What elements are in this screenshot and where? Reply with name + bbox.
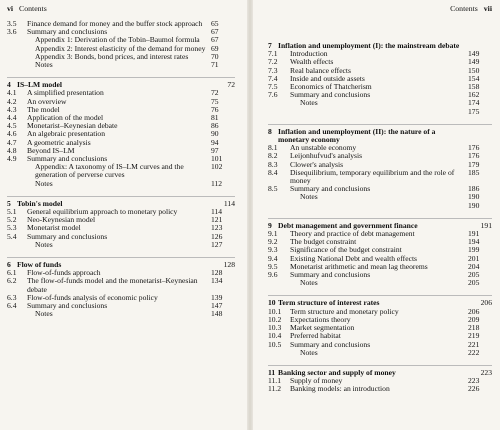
entry-number: [17, 45, 35, 53]
entry-page: 147: [211, 301, 223, 311]
entry-number: [278, 99, 300, 107]
left-toc: [7, 20, 235, 319]
entry-page: 176: [468, 151, 480, 161]
toc-entry: [268, 202, 492, 210]
entry-title: Economics of Thatcherism: [290, 82, 372, 92]
entry-number: 8.3: [268, 159, 278, 169]
entry-number: 9.3: [268, 245, 278, 255]
entry-title: Flow-of-funds approach: [27, 268, 101, 278]
entry-title: Clower's analysis: [290, 159, 344, 169]
entry-title: Appendix 1: Derivation of the Tobin–Baumol formula: [35, 35, 200, 45]
chapter-heading: [268, 295, 492, 307]
entry-title: Significance of the budget constraint: [290, 245, 402, 255]
entry-page: 70: [211, 51, 219, 61]
entry-page: 127: [211, 239, 223, 249]
entry-title: Summary and conclusions: [27, 27, 108, 37]
entry-number: [278, 349, 300, 357]
entry-title: Flow-of-funds analysis of economic policy: [27, 292, 158, 302]
right-page-number: vii: [483, 4, 492, 13]
toc-entry: [268, 349, 492, 357]
entry-number: [17, 61, 35, 69]
entry-title: General equilibrium approach to monetary policy: [27, 207, 178, 217]
entry-number: 7.4: [268, 73, 278, 83]
left-running-head-title: Contents: [19, 4, 47, 13]
entry-number: 9.1: [268, 229, 278, 239]
entry-title: Real balance effects: [290, 65, 351, 75]
entry-title: Application of the model: [27, 113, 104, 123]
entry-title: Notes: [35, 309, 53, 319]
entry-page: 81: [211, 113, 219, 123]
entry-number: 4.1: [7, 88, 17, 98]
entry-number: 4.6: [7, 129, 17, 139]
toc-entry: [268, 108, 492, 116]
entry-title: [300, 202, 468, 210]
entry-page: 134: [211, 276, 223, 286]
entry-number: 4.4: [7, 113, 17, 123]
entry-number: [278, 202, 300, 210]
chapter-number: 6: [7, 260, 11, 270]
entry-number: [17, 180, 35, 188]
entry-page: 94: [211, 137, 219, 147]
entry-number: 4.3: [7, 104, 17, 114]
entry-page: 139: [211, 292, 223, 302]
entry-page: 71: [211, 60, 219, 70]
entry-page: 206: [468, 306, 480, 316]
entry-number: 4.7: [7, 137, 17, 147]
entry-number: [17, 310, 35, 318]
entry-page: 86: [211, 121, 219, 131]
entry-number: 7.3: [268, 65, 278, 75]
entry-title: Summary and conclusions: [290, 270, 371, 280]
toc-entry: [268, 279, 492, 287]
entry-title: Notes: [35, 60, 53, 70]
chapter-page: 128: [223, 260, 235, 270]
entry-title: Appendix: A taxonomy of IS–LM curves and the generation of perverse curves: [35, 162, 184, 180]
chapter-page: 206: [480, 298, 492, 308]
entry-page: 174: [468, 98, 480, 108]
entry-number: 5.3: [7, 223, 17, 233]
entry-page: 199: [468, 245, 480, 255]
chapter-number: 4: [7, 80, 11, 90]
entry-title: Notes: [35, 239, 53, 249]
entry-title: Introduction: [290, 49, 328, 59]
entry-page: 102: [211, 162, 223, 172]
chapter-title: Debt management and government finance: [278, 220, 418, 230]
entry-title: Theory and practice of debt management: [290, 229, 415, 239]
entry-page: 123: [211, 223, 223, 233]
entry-number: 8.4: [268, 167, 278, 177]
chapter-page: 114: [223, 198, 235, 208]
entry-page: 112: [211, 178, 223, 188]
entry-title: Monetarist model: [27, 223, 81, 233]
entry-number: 9.5: [268, 261, 278, 271]
entry-title: The model: [27, 104, 60, 114]
chapter-number: 9: [268, 220, 272, 230]
entry-title: Notes: [35, 178, 53, 188]
entry-page: 175: [468, 106, 480, 116]
entry-title: A geometric analysis: [27, 137, 91, 147]
entry-number: 10.4: [268, 331, 282, 341]
entry-page: 158: [468, 82, 480, 92]
entry-title: Neo-Keynesian model: [27, 215, 96, 225]
entry-title: Monetarist arithmetic and mean lag theorems: [290, 261, 428, 271]
entry-title: Banking models: an introduction: [290, 384, 390, 394]
entry-page: 90: [211, 129, 219, 139]
entry-page: 75: [211, 96, 219, 106]
entry-number: 11.2: [268, 384, 282, 394]
entry-page: 209: [468, 314, 480, 324]
entry-number: 4.8: [7, 145, 17, 155]
entry-page: 149: [468, 57, 480, 67]
chapter-number: 10: [268, 298, 276, 308]
entry-page: 185: [468, 167, 480, 177]
entry-title: Market segmentation: [290, 323, 355, 333]
entry-number: 4.9: [7, 154, 17, 164]
entry-title: Monetarist–Keynesian debate: [27, 121, 118, 131]
right-toc: [268, 42, 492, 394]
entry-page: 179: [468, 159, 480, 169]
chapter-heading: [268, 124, 492, 144]
entry-page: 222: [468, 347, 480, 357]
entry-number: 6.1: [7, 268, 17, 278]
entry-title: Expectations theory: [290, 314, 351, 324]
entry-title: An overview: [27, 96, 67, 106]
chapter-page: [466, 128, 492, 144]
entry-page: 194: [468, 237, 480, 247]
entry-title: [300, 108, 468, 116]
entry-title: The flow-of-funds model and the monetarist–Keynesian debate: [27, 276, 198, 294]
entry-number: [17, 163, 35, 179]
entry-page: 162: [468, 90, 480, 100]
toc-entry: [268, 193, 492, 201]
toc-entry: [268, 169, 492, 185]
entry-title: Summary and conclusions: [27, 231, 108, 241]
entry-number: 4.2: [7, 96, 17, 106]
chapter-title: Banking sector and supply of money: [278, 367, 396, 377]
entry-page: 219: [468, 331, 480, 341]
entry-number: [17, 36, 35, 44]
chapter-title: Term structure of interest rates: [278, 298, 380, 308]
entry-number: [278, 193, 300, 201]
entry-number: 5.1: [7, 207, 17, 217]
left-page: [0, 0, 248, 430]
entry-number: 8.5: [268, 184, 278, 194]
entry-number: 3.6: [7, 27, 17, 37]
entry-page: 205: [468, 270, 480, 280]
entry-title: Summary and conclusions: [290, 90, 371, 100]
chapter-number: 7: [268, 41, 272, 50]
entry-page: 176: [468, 143, 480, 153]
entry-number: 8.1: [268, 143, 278, 153]
entry-number: 10.5: [268, 339, 282, 349]
entry-title: Wealth effects: [290, 57, 334, 67]
entry-title: Notes: [300, 192, 318, 202]
right-running-head-title: Contents: [450, 4, 478, 13]
entry-title: Supply of money: [290, 376, 343, 386]
chapter-title: Inflation and unemployment (II): the nature of a monetary economy: [278, 126, 436, 145]
chapter-title: Inflation and unemployment (I): the mainstream debate: [278, 41, 460, 50]
entry-page: 221: [468, 339, 480, 349]
entry-page: 204: [468, 261, 480, 271]
entry-page: 190: [468, 192, 480, 202]
entry-title: Disequilibrium, temporary equilibrium and the role of money: [290, 167, 455, 186]
entry-page: 154: [468, 73, 480, 83]
entry-page: 121: [211, 215, 223, 225]
entry-title: Existing National Debt and wealth effects: [290, 253, 418, 263]
entry-title: A simplified presentation: [27, 88, 104, 98]
entry-page: 67: [211, 35, 219, 45]
chapter-number: 5: [7, 198, 11, 208]
entry-number: 6.3: [7, 292, 17, 302]
entry-number: [278, 279, 300, 287]
entry-title: Notes: [300, 98, 318, 108]
entry-title: Inside and outside assets: [290, 73, 365, 83]
entry-number: 3.5: [7, 19, 17, 28]
entry-page: 65: [211, 19, 219, 28]
toc-entry: [7, 241, 235, 249]
entry-number: [278, 108, 300, 116]
entry-title: Notes: [300, 278, 318, 288]
entry-title: The budget constraint: [290, 237, 357, 247]
entry-page: 191: [468, 229, 480, 239]
entry-number: 8.2: [268, 151, 278, 161]
entry-page: 190: [468, 200, 480, 210]
entry-title: Appendix 2: Interest elasticity of the demand for money: [35, 43, 206, 53]
entry-number: 6.4: [7, 301, 17, 311]
entry-page: 149: [468, 49, 480, 59]
entry-number: 7.2: [268, 57, 278, 67]
left-page-number: vi: [7, 4, 14, 13]
entry-title: Beyond IS–LM: [27, 145, 75, 155]
entry-page: 72: [211, 88, 219, 98]
entry-number: 7.6: [268, 90, 278, 100]
chapter-page: 72: [227, 80, 235, 90]
entry-page: 205: [468, 278, 480, 288]
toc-entry: [268, 99, 492, 107]
entry-page: 69: [211, 43, 219, 53]
entry-number: 11.1: [268, 376, 282, 386]
entry-page: 223: [468, 376, 480, 386]
entry-page: 226: [468, 384, 480, 394]
entry-number: 7.1: [268, 49, 278, 59]
entry-number: 10.1: [268, 306, 282, 316]
entry-page: 148: [211, 309, 223, 319]
entry-title: Summary and conclusions: [27, 301, 108, 311]
toc-entry: [268, 385, 492, 393]
entry-page: 101: [211, 154, 223, 164]
entry-title: Leijonhufvud's analysis: [290, 151, 363, 161]
entry-page: 97: [211, 145, 219, 155]
entry-title: An unstable economy: [290, 143, 357, 153]
entry-title: Notes: [300, 347, 318, 357]
toc-entry: [7, 180, 235, 188]
toc-entry: [7, 310, 235, 318]
entry-number: 5.4: [7, 231, 17, 241]
entry-number: 6.2: [7, 276, 17, 286]
entry-page: 150: [468, 65, 480, 75]
entry-number: [17, 241, 35, 249]
entry-title: An algebraic presentation: [27, 129, 106, 139]
entry-title: Term structure and monetary policy: [290, 306, 399, 316]
entry-title: Appendix 3: Bonds, bond prices, and interest rates: [35, 51, 189, 61]
entry-number: 10.3: [268, 323, 282, 333]
entry-number: 7.5: [268, 82, 278, 92]
chapter-title: IS–LM model: [17, 80, 62, 90]
toc-entry: [7, 277, 235, 293]
entry-page: 218: [468, 323, 480, 333]
entry-title: Preferred habitat: [290, 331, 341, 341]
entry-title: Summary and conclusions: [290, 339, 371, 349]
entry-number: 4.5: [7, 121, 17, 131]
entry-number: 9.6: [268, 270, 278, 280]
chapter-title: Flow of funds: [17, 260, 62, 270]
chapter-title: Tobin's model: [17, 198, 63, 208]
entry-number: 10.2: [268, 314, 282, 324]
entry-number: [17, 53, 35, 61]
entry-page: 76: [211, 104, 219, 114]
entry-title: Summary and conclusions: [290, 184, 371, 194]
toc-entry: [7, 163, 235, 179]
right-page: [252, 0, 500, 430]
entry-page: 126: [211, 231, 223, 241]
entry-number: 5.2: [7, 215, 17, 225]
right-running-head: [450, 5, 492, 13]
entry-title: Summary and conclusions: [27, 154, 108, 164]
toc-entry: [7, 61, 235, 69]
chapter-number: 8: [268, 126, 272, 136]
entry-number: 9.2: [268, 237, 278, 247]
left-running-head: [7, 5, 47, 13]
entry-title: Finance demand for money and the buffer stock approach: [27, 19, 203, 28]
entry-page: 201: [468, 253, 480, 263]
entry-number: 9.4: [268, 253, 278, 263]
chapter-number: 11: [268, 367, 276, 377]
entry-page: 114: [211, 207, 223, 217]
entry-page: 186: [468, 184, 480, 194]
entry-page: 67: [211, 27, 219, 37]
chapter-page: 223: [480, 367, 492, 377]
chapter-page: 191: [480, 220, 492, 230]
entry-page: 128: [211, 268, 223, 278]
